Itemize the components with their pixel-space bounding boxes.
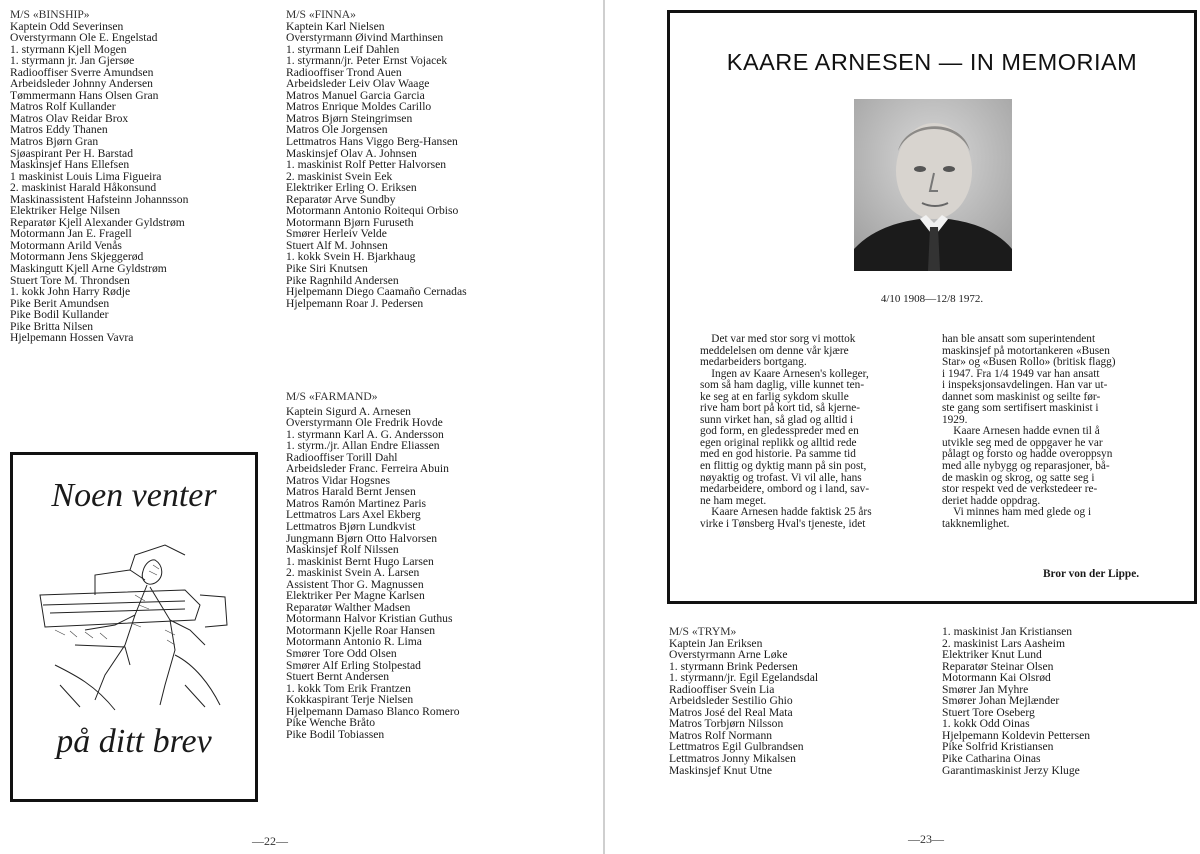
text-line: 1. maskinist Jan Kristiansen xyxy=(942,625,1073,638)
text-line: 1. styrmann jr. Jan Gjersøe xyxy=(10,54,135,68)
text-line: egen original replikk og alltid rede xyxy=(700,436,857,449)
text-line: 1. maskinist Bernt Hugo Larsen xyxy=(286,554,434,568)
text-line: Kaare Arnesen hadde faktisk 25 års xyxy=(700,506,872,519)
text-line: Ingen av Kaare Arnesen's kolleger, xyxy=(700,367,869,380)
text-line: Elektriker Per Magne Karlsen xyxy=(286,589,425,603)
text-line: Arbeidsleder Leiv Olav Waage xyxy=(286,77,430,91)
memoriam-text-col2 xyxy=(942,334,1116,530)
letter-writer-sketch xyxy=(35,535,235,715)
text-line: Elektriker Knut Lund xyxy=(942,648,1042,662)
text-line: Arbeidsleder Sestilio Ghio xyxy=(669,694,793,708)
trym-heading: M/S «TRYM» xyxy=(669,625,737,638)
text-line: Kokkaspirant Terje Nielsen xyxy=(286,693,414,707)
ad-subtitle: på ditt brev xyxy=(56,723,212,760)
text-line: 1. kokk Odd Oinas xyxy=(942,717,1030,731)
text-line: Matros Ole Jorgensen xyxy=(286,123,388,137)
text-line: Pike Catharina Oinas xyxy=(942,752,1041,766)
text-line: maskinsjef på motortankeren «Busen xyxy=(942,344,1110,357)
text-line: Matros Olav Reidar Brox xyxy=(10,111,129,125)
memoriam-text-col1 xyxy=(700,334,872,530)
memoriam-box xyxy=(667,10,1197,604)
text-line: Motormann Antonio R. Lima xyxy=(286,635,422,649)
text-line: god form, en gledesspreder med en xyxy=(700,425,859,438)
text-line: Stuert Bernt Andersen xyxy=(286,670,390,684)
text-line: med alle nybygg og reparasjoner, bå- xyxy=(942,460,1110,473)
text-line: Lettmatros Hans Viggo Berg-Hansen xyxy=(286,135,458,149)
text-line: Motormann Jan E. Fragell xyxy=(10,227,132,241)
text-line: 1. kokk John Harry Rødje xyxy=(10,285,131,299)
text-line: Kaptein Karl Nielsen xyxy=(286,19,385,33)
text-line: 2. maskinist Harald Håkonsund xyxy=(10,181,157,195)
text-line: Pike Siri Knutsen xyxy=(286,262,368,276)
text-line: Overstyrmann Øivind Marthinsen xyxy=(286,31,444,45)
text-line: Smører Tore Odd Olsen xyxy=(286,647,397,661)
text-line: Matros Rolf Kullander xyxy=(10,100,116,114)
trym-col2-lines xyxy=(942,626,1090,776)
text-line: 1. kokk Svein H. Bjarkhaug xyxy=(286,250,416,264)
text-line: i inspeksjonsavdelingen. Han var ut- xyxy=(942,379,1108,392)
page-number-left: —22— xyxy=(252,834,288,848)
text-line: Motormann Jens Skjeggerød xyxy=(10,250,144,264)
text-line: i 1947. Fra 1/4 1949 var han ansatt xyxy=(942,367,1100,380)
text-line: Smører Alf Erling Stolpestad xyxy=(286,658,421,672)
text-line: Maskinassistent Hafsteinn Johannsson xyxy=(10,192,189,206)
memoriam-signature: Bror von der Lippe. xyxy=(1043,568,1140,580)
text-line: Stuert Tore M. Throndsen xyxy=(10,273,130,287)
text-line: Garantimaskinist Jerzy Kluge xyxy=(942,763,1080,777)
text-line: Matros Torbjørn Nilsson xyxy=(669,717,784,731)
text-line: Matros Bjørn Gran xyxy=(10,135,99,149)
text-line: Star» og «Busen Rollo» (britisk flagg) xyxy=(942,356,1116,369)
text-line: Matros José del Real Mata xyxy=(669,705,793,719)
text-line: Motormann Kjelle Roar Hansen xyxy=(286,623,436,637)
finna-lines xyxy=(286,21,467,310)
text-line: Maskinsjef Knut Utne xyxy=(669,763,773,777)
text-line: som så ham daglig, ville kunnet ten- xyxy=(700,379,865,392)
text-line: Radiooffiser Svein Lia xyxy=(669,682,775,696)
binship-heading: M/S «BINSHIP» xyxy=(10,8,90,21)
text-line: Hjelpemann Koldevin Pettersen xyxy=(942,728,1091,742)
ad-title: Noen venter xyxy=(51,477,217,514)
text-line: rive ham bort på kort tid, så kjerne- xyxy=(700,402,860,415)
text-line: Reparatør Kjell Alexander Gyldstrøm xyxy=(10,215,185,229)
text-line: deriet hadde oppdrag. xyxy=(942,494,1041,507)
finna-heading: M/S «FINNA» xyxy=(286,8,356,21)
text-line: Maskinsjef Hans Ellefsen xyxy=(10,158,130,172)
text-line: 1. styrmann Brink Pedersen xyxy=(669,659,798,673)
farmand-lines xyxy=(286,406,460,741)
text-line: Reparatør Arve Sundby xyxy=(286,192,396,206)
text-line: 1. styrmann Leif Dahlen xyxy=(286,42,400,56)
text-line: Pike Berit Amundsen xyxy=(10,296,110,310)
text-line: Radiooffiser Trond Auen xyxy=(286,65,402,79)
text-line: Hjelpemann Diego Caamaño Cernadas xyxy=(286,285,467,299)
text-line: Pike Ragnhild Andersen xyxy=(286,273,399,287)
text-line: Arbeidsleder Johnny Andersen xyxy=(10,77,153,91)
text-line: han ble ansatt som superintendent xyxy=(942,333,1096,345)
text-line: medarbeidere, ombord og i land, sav- xyxy=(700,483,870,496)
text-line: 1. styrmann/jr. Peter Ernst Vojacek xyxy=(286,54,448,68)
noen-venter-ad xyxy=(10,452,258,802)
text-line: 1. styrmann/jr. Egil Egelandsdal xyxy=(669,671,819,685)
text-line: Vi minnes ham med glede og i xyxy=(942,506,1092,519)
memoriam-col1-lines xyxy=(700,334,872,530)
text-line: Motormann Antonio Roitequi Orbiso xyxy=(286,204,459,218)
finna-crew-list xyxy=(286,9,467,309)
text-line: Radiooffiser Torill Dahl xyxy=(286,450,398,464)
text-line: Smører Jan Myhre xyxy=(942,682,1029,696)
text-line: Motormann Arild Venås xyxy=(10,238,122,252)
text-line: nøyaktig og trofast. Vi vil alle, hans xyxy=(700,471,862,484)
text-line: 1929. xyxy=(942,413,968,426)
text-line: Arbeidsleder Franc. Ferreira Abuin xyxy=(286,462,449,476)
text-line: 1. styrm./jr. Allan Endre Eliassen xyxy=(286,439,440,453)
text-line: Maskinsjef Rolf Nilssen xyxy=(286,543,399,557)
text-line: Motormann Kai Olsrød xyxy=(942,671,1051,685)
text-line: Det var med stor sorg vi mottok xyxy=(700,333,856,345)
trym-crew-list-col1 xyxy=(669,626,818,776)
text-line: Hjelpemann Damaso Blanco Romero xyxy=(286,704,460,718)
page-number-right: —23— xyxy=(908,832,944,846)
text-line: Stuert Tore Oseberg xyxy=(942,705,1035,719)
text-line: pålagt og forsto og hadde overoppsyn xyxy=(942,448,1113,461)
text-line: Pike Bodil Tobiassen xyxy=(286,727,385,741)
text-line: 2. maskinist Lars Aasheim xyxy=(942,636,1066,650)
text-line: Pike Solfrid Kristiansen xyxy=(942,740,1054,754)
text-line: 1. kokk Tom Erik Frantzen xyxy=(286,681,411,695)
text-line: 1. styrmann Kjell Mogen xyxy=(10,42,127,56)
text-line: Elektriker Erling O. Eriksen xyxy=(286,181,417,195)
text-line: Matros Eddy Thanen xyxy=(10,123,108,137)
text-line: 2. maskinist Svein A. Larsen xyxy=(286,566,420,580)
book-spine xyxy=(603,0,605,854)
text-line: Overstyrmann Ole Fredrik Hovde xyxy=(286,416,443,430)
text-line: Motormann Bjørn Furuseth xyxy=(286,215,414,229)
text-line: en flittig og dyktig mann på sin post, xyxy=(700,460,867,473)
text-line: ste gang som sertifisert maskinist i xyxy=(942,402,1099,415)
text-line: medarbeiders bortgang. xyxy=(700,356,807,369)
text-line: Matros Ramón Martinez Paris xyxy=(286,496,427,510)
farmand-crew-list xyxy=(286,391,460,740)
trym-crew-list-col2 xyxy=(942,626,1090,776)
text-line: Lettmatros Egil Gulbrandsen xyxy=(669,740,804,754)
text-line: Kaptein Jan Eriksen xyxy=(669,636,763,650)
trym-col1-lines xyxy=(669,638,818,777)
binship-lines xyxy=(10,21,188,344)
memoriam-dates: 4/10 1908—12/8 1972. xyxy=(880,293,984,305)
text-line: dannet som maskinist og seilte før- xyxy=(942,390,1101,403)
text-line: utvikle seg med de oppgaver he var xyxy=(942,436,1103,449)
text-line: Lettmatros Bjørn Lundkvist xyxy=(286,520,416,534)
text-line: Kaptein Sigurd A. Arnesen xyxy=(286,404,411,418)
text-line: Tømmermann Hans Olsen Gran xyxy=(10,88,159,102)
text-line: Hjelpemann Roar J. Pedersen xyxy=(286,296,424,310)
text-line: sunn virket han, så glad og alltid i xyxy=(700,413,854,426)
memoriam-col2-lines xyxy=(942,334,1116,530)
text-line: Lettmatros Jonny Mikalsen xyxy=(669,752,796,766)
text-line: Kaare Arnesen hadde evnen til å xyxy=(942,425,1100,438)
text-line: Pike Bodil Kullander xyxy=(10,308,109,322)
text-line: Kaptein Odd Severinsen xyxy=(10,19,124,33)
text-line: Matros Vidar Hogsnes xyxy=(286,473,391,487)
text-line: 1 maskinist Louis Lima Figueira xyxy=(10,169,162,183)
text-line: Smører Johan Mejlænder xyxy=(942,694,1060,708)
text-line: Radiooffiser Sverre Amundsen xyxy=(10,65,154,79)
text-line: Assistent Thor G. Magnussen xyxy=(286,577,424,591)
text-line: Jungmann Bjørn Otto Halvorsen xyxy=(286,531,438,545)
text-line: Pike Wenche Bråto xyxy=(286,716,376,730)
text-line: de maskin og skrog, og satte seg i xyxy=(942,471,1095,484)
text-line: ke seg at en farlig sykdom skulle xyxy=(700,390,849,403)
text-line: Smører Herleiv Velde xyxy=(286,227,387,241)
text-line: Sjøaspirant Per H. Barstad xyxy=(10,146,134,160)
text-line: Maskinsjef Olav A. Johnsen xyxy=(286,146,417,160)
text-line: med en god historie. Pa samme tid xyxy=(700,448,856,461)
text-line: ne ham meget. xyxy=(700,494,767,507)
text-line: Overstyrmann Arne Løke xyxy=(669,648,788,662)
text-line: Hjelpemann Hossen Vavra xyxy=(10,331,134,345)
text-line: Matros Enrique Moldes Carillo xyxy=(286,100,432,114)
text-line: Reparatør Walther Madsen xyxy=(286,600,411,614)
text-line: Pike Britta Nilsen xyxy=(10,319,94,333)
text-line: Reparatør Steinar Olsen xyxy=(942,659,1054,673)
text-line: meddelelsen om denne vår kjære xyxy=(700,344,849,357)
text-line: Stuert Alf M. Johnsen xyxy=(286,238,388,252)
text-line: Elektriker Helge Nilsen xyxy=(10,204,121,218)
text-line: Overstyrmann Ole E. Engelstad xyxy=(10,31,158,45)
text-line: 1. styrmann Karl A. G. Andersson xyxy=(286,427,444,441)
text-line: Matros Manuel Garcia Garcia xyxy=(286,88,425,102)
text-line: 2. maskinist Svein Eek xyxy=(286,169,393,183)
text-line: takknemlighet. xyxy=(942,517,1010,530)
text-line: Matros Rolf Normann xyxy=(669,728,773,742)
memoriam-title: KAARE ARNESEN — IN MEMORIAM xyxy=(726,49,1138,75)
binship-crew-list xyxy=(10,9,188,344)
text-line: 1. maskinist Rolf Petter Halvorsen xyxy=(286,158,447,172)
text-line: virke i Tønsberg Hval's tjeneste, idet xyxy=(700,517,866,530)
portrait-photo xyxy=(854,99,1012,271)
text-line: Lettmatros Lars Axel Ekberg xyxy=(286,508,421,522)
text-line: Maskingutt Kjell Arne Gyldstrøm xyxy=(10,262,167,276)
text-line: Matros Harald Bernt Jensen xyxy=(286,485,416,499)
farmand-heading: M/S «FARMAND» xyxy=(286,390,378,403)
text-line: stor respekt ved de verkstedeer re- xyxy=(942,483,1098,496)
text-line: Motormann Halvor Kristian Guthus xyxy=(286,612,453,626)
text-line: Matros Bjørn Steingrimsen xyxy=(286,111,413,125)
